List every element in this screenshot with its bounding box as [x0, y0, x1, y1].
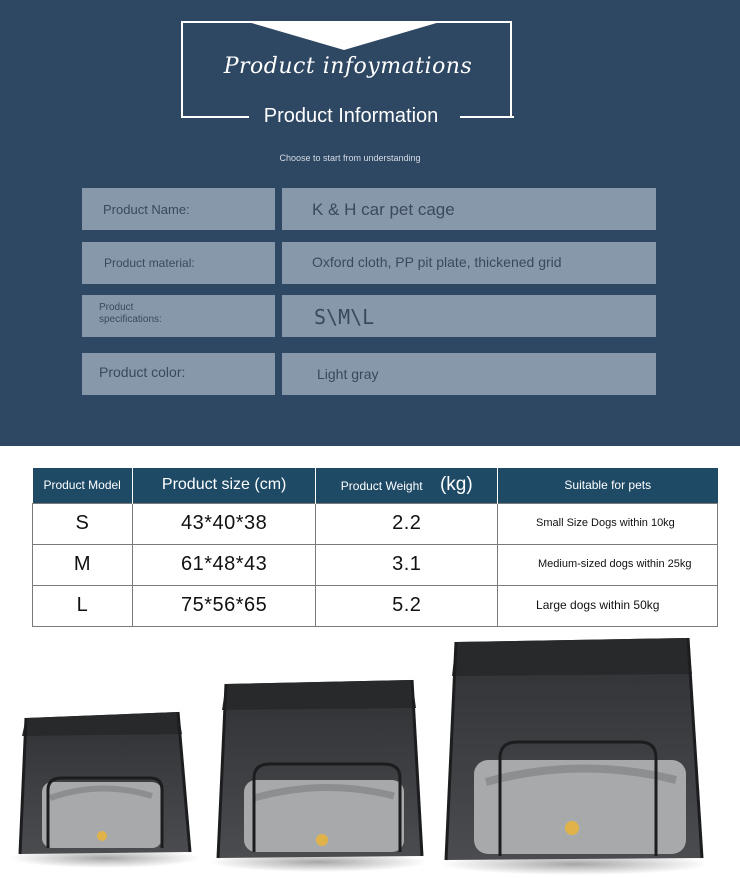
cell-model: S: [33, 503, 133, 544]
cell-weight: 5.2: [316, 585, 498, 626]
cage-medium: [208, 680, 428, 872]
info-value-name: K & H car pet cage: [282, 188, 656, 230]
cage-illustration: [0, 630, 740, 879]
info-label-color: Product color:: [82, 353, 275, 395]
info-value-specifications: S\M\L: [282, 295, 656, 337]
table-row: [33, 544, 718, 585]
header-model: Product Model: [33, 468, 133, 503]
cage-small: [10, 712, 200, 868]
cell-size: 61*48*43: [132, 544, 316, 585]
cell-pets: [498, 544, 718, 585]
header-size: Product size (cm): [132, 468, 316, 503]
cell-pets: [498, 503, 718, 544]
frame-notch: [248, 22, 440, 50]
cell-pets-text: Small Size Dogs within 10kg: [536, 517, 675, 529]
cell-model: L: [33, 585, 133, 626]
info-label-specifications: Product specifications:: [82, 295, 275, 337]
page-subtitle: Choose to start from understanding: [279, 153, 421, 163]
cell-weight: 3.1: [316, 544, 498, 585]
size-table: [32, 468, 718, 627]
table-row: [33, 503, 718, 544]
header-weight-label: Product Weight: [340, 479, 423, 494]
cell-model: M: [33, 544, 133, 585]
cage-large: [440, 638, 710, 875]
cell-size: 75*56*65: [132, 585, 316, 626]
cell-pets-text: Large dogs within 50kg: [536, 598, 660, 612]
header-weight-unit: (kg): [439, 474, 473, 496]
page-title: Product Information: [263, 105, 439, 127]
cell-pets: [498, 585, 718, 626]
info-value-color: Light gray: [282, 353, 656, 395]
header-weight: [316, 468, 498, 503]
info-value-material: Oxford cloth, PP pit plate, thickened grid: [282, 242, 656, 284]
header-pets: Suitable for pets: [498, 468, 718, 503]
cell-weight: 2.2: [316, 503, 498, 544]
info-label-name: Product Name:: [82, 188, 275, 230]
table-header-row: [33, 468, 718, 503]
script-title: Product infoymations: [223, 54, 473, 79]
info-label-material: Product material:: [82, 242, 275, 284]
cell-size: 43*40*38: [132, 503, 316, 544]
table-row: [33, 585, 718, 626]
cell-pets-text: Medium-sized dogs within 25kg: [538, 558, 692, 570]
